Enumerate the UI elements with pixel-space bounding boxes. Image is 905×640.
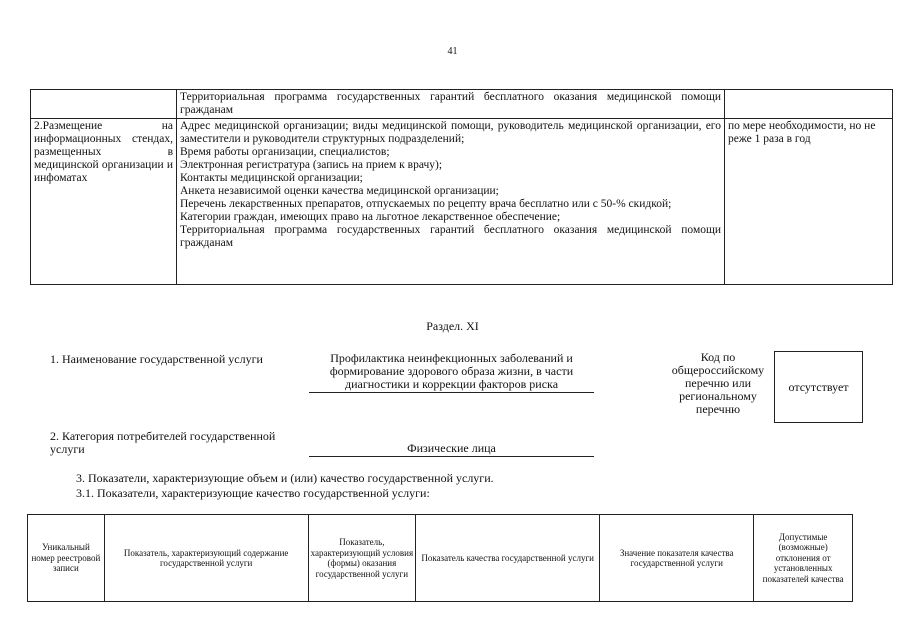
code-value: отсутствует [788,379,849,394]
list-item: Адрес медицинской организации; виды медицинской помощи, руководитель медицинской организации, его заместители и руководители структурных подразделений; [180,120,721,145]
section-title: Раздел. XI [426,319,479,333]
methods-table [30,89,893,285]
indicators-heading: 3. Показатели, характеризующие объем и (или) качество государственной услуги. [76,471,494,485]
list-item: Контакты медицинской организации; [180,172,363,184]
code-label: Код по общероссийскому перечню или региональному перечню [671,350,765,416]
list-item: Категории граждан, имеющих право на льготное лекарственное обеспечение; [180,211,561,223]
quality-heading: 3.1. Показатели, характеризующие качество государственной услуги: [76,486,430,500]
header-cell: Показатель, характеризующий содержание государственной услуги [104,515,308,602]
info-list-cell [177,119,725,285]
list-item: Перечень лекарственных препаратов, отпускаемых по рецепту врача бесплатно или с 50-% скидкой; [180,198,672,210]
list-item: Электронная регистратура (запись на прием к врачу); [180,159,443,171]
page-number: 41 [447,46,458,57]
list-item: Время работы организации, специалистов; [180,146,390,158]
list-item: Территориальная программа государственных гарантий бесплатного оказания медицинской помощи гражданам [180,224,721,249]
table-header-row [28,515,853,602]
header-cell: Уникальный номер реестровой записи [28,515,105,602]
consumer-category-label: 2. Категория потребителей государственной услуги [50,429,276,456]
service-name-value: Профилактика неинфекционных заболеваний и формирование здорового образа жизни, в части диагностики и коррекции факторов риска [309,352,594,393]
header-cell: Значение показателя качества государственной услуги [600,515,754,602]
header-cell: Допустимые (возможные) отклонения от установленных показателей качества [754,515,853,602]
table-row [31,119,893,285]
consumer-category-value: Физические лица [309,442,594,457]
quality-indicators-table [27,514,853,602]
table-cell: по мере необходимости, но не реже 1 раза в год [725,119,893,285]
table-row [31,90,893,119]
header-cell: Показатель качества государственной услуги [416,515,600,602]
code-value-box [774,351,863,423]
table-cell [725,90,893,119]
table-cell: 2.Размещение на информационных стендах, размещенных в медицинской организации и инфоматах [31,119,177,285]
table-cell [31,90,177,119]
service-name-label: 1. Наименование государственной услуги [50,352,263,366]
table-cell: Территориальная программа государственных гарантий бесплатного оказания медицинской помощи гражданам [177,90,725,119]
list-item: Анкета независимой оценки качества медицинской организации; [180,185,499,197]
header-cell: Показатель, характеризующий условия (формы) оказания государственной услуги [308,515,416,602]
